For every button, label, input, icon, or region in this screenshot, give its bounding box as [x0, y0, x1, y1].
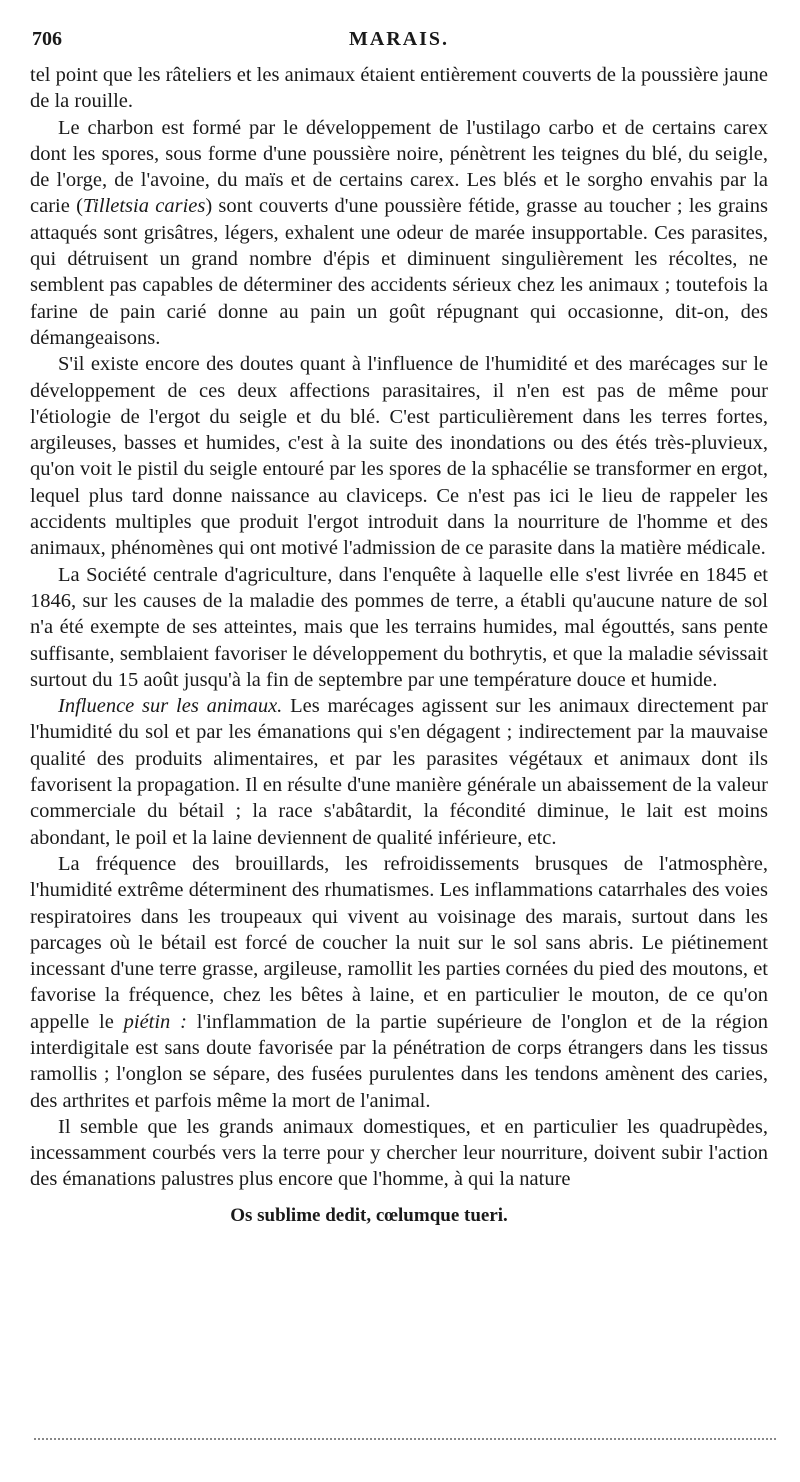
- running-title: MARAIS.: [348, 28, 450, 50]
- paragraph-charbon: [30, 115, 768, 352]
- paragraph-quadrupedes: Il semble que les grands animaux domestiques, et en particulier les quadrupèdes, incessamment courbés vers la terre pour y chercher leur nourriture, doivent subir l'action des émanations palustres plus encore que l'homme, à qui la nature: [30, 1115, 768, 1191]
- paragraph-text: Le charbon est formé par le développement de l'ustilago carbo et de certains carex dont les spores, sous forme d'une poussière noire, pénètrent les teignes du blé, du seigle, de l'orge, de l'avoine, du maïs et de certains carex. Les blés et le sorgho envahis par la carie (: [30, 116, 768, 218]
- section-heading: Influence sur les animaux.: [58, 695, 283, 718]
- paragraph-text: Les marécages agissent sur les animaux directement par l'humidité du sol et par les émanations qui s'en dégagent ; indirectement par la mauvaise qualité des produits alimentaires, et par les parasites végétaux et animaux dont ils favorisent la propagation. Il en résulte d'une manière générale un abaissement de la valeur commerciale du bétail ; la race s'abâtardit, la fécondité diminue, le lait est moins abondant, le poil et la laine deviennent de qualité inférieure, etc.: [30, 695, 769, 849]
- paragraph-influence: [30, 693, 768, 851]
- paragraph-societe: La Société centrale d'agriculture, dans l'enquête à laquelle elle s'est livrée en 1845 et 1846, sur les causes de la maladie des pommes de terre, a établi qu'aucune nature de sol n'a été exempte de ses atteintes, mais que les terrains humides, mal égouttés, sans pente suffisante, semblaient favoriser le développement du bothrytis, et que la maladie sévissait surtout du 15 août jusqu'à la fin de septembre par une température douce et humide.: [30, 563, 768, 691]
- species-name: Tilletsia caries: [82, 195, 206, 218]
- body-text: [30, 62, 768, 1193]
- paragraph-text: l'inflammation de la partie supérieure de l'onglon et de la région interdigitale est sans doute favorisée par la pénétration de corps étrangers dans les tissus ramollis ; l'onglon se sépare, des fusées purulentes dans les tendons amènent des caries, des arthrites et parfois même la mort de l'animal.: [30, 1010, 769, 1112]
- paragraph-text: ) sont couverts d'une poussière fétide, grasse au toucher ; les grains attaqués sont grisâtres, légers, exhalent une odeur de marée insupportable. Ces parasites, qui détruisent un grand nombre d'épis et diminuent singulièrement les récoltes, ne semblent pas capables de déterminer des accidents sérieux chez les animaux ; toutefois la farine de pain carié donne au pain un goût répugnant qui occasionne, dit-on, des démangeaisons.: [30, 195, 768, 349]
- paragraph-ergot: S'il existe encore des doutes quant à l'influence de l'humidité et des marécages sur le développement de ces deux affections parasitaires, il n'en est pas de même pour l'étiologie de l'ergot du seigle et du blé. C'est particulièrement dans les terres fortes, argileuses, basses et humides, c'est à la suite des inondations ou des étés très-pluvieux, qu'on voit le pistil du seigle entouré par les spores de la sphacélie se transformer en ergot, lequel plus tard donne naissance au claviceps. Ce n'est pas ici le lieu de rappeler les accidents multiples que produit l'ergot introduit dans la nourriture de l'homme et des animaux, phénomènes qui ont motivé l'admission de ce parasite dans la matière médicale.: [30, 353, 768, 560]
- paragraph-text: La fréquence des brouillards, les refroidissements brusques de l'atmosphère, l'humidité extrême déterminent des rhumatismes. Les inflammations catarrhales des voies respiratoires dans les troupeaux qui vivent au voisinage des marais, surtout dans les parcages où le bétail est forcé de coucher la nuit sur le sol sans abris. Le piétinement incessant d'une terre grasse, argileuse, ramollit les parties cornées du pied des moutons, et favorise la fréquence, chez les bêtes à laine, et en particulier le mouton, de ce qu'on appelle le: [30, 852, 768, 1033]
- term-pietin: piétin :: [123, 1010, 187, 1033]
- running-head: [30, 28, 768, 62]
- book-page: [30, 28, 768, 1227]
- paragraph-brouillards: [30, 851, 768, 1114]
- page-number: 706: [32, 28, 62, 50]
- paragraph-continuation: tel point que les râteliers et les animaux étaient entièrement couverts de la poussière jaune de la rouille.: [30, 64, 768, 113]
- footer-rule: [34, 1438, 776, 1440]
- latin-quote: Os sublime dedit, cœlumque tueri.: [230, 1204, 508, 1226]
